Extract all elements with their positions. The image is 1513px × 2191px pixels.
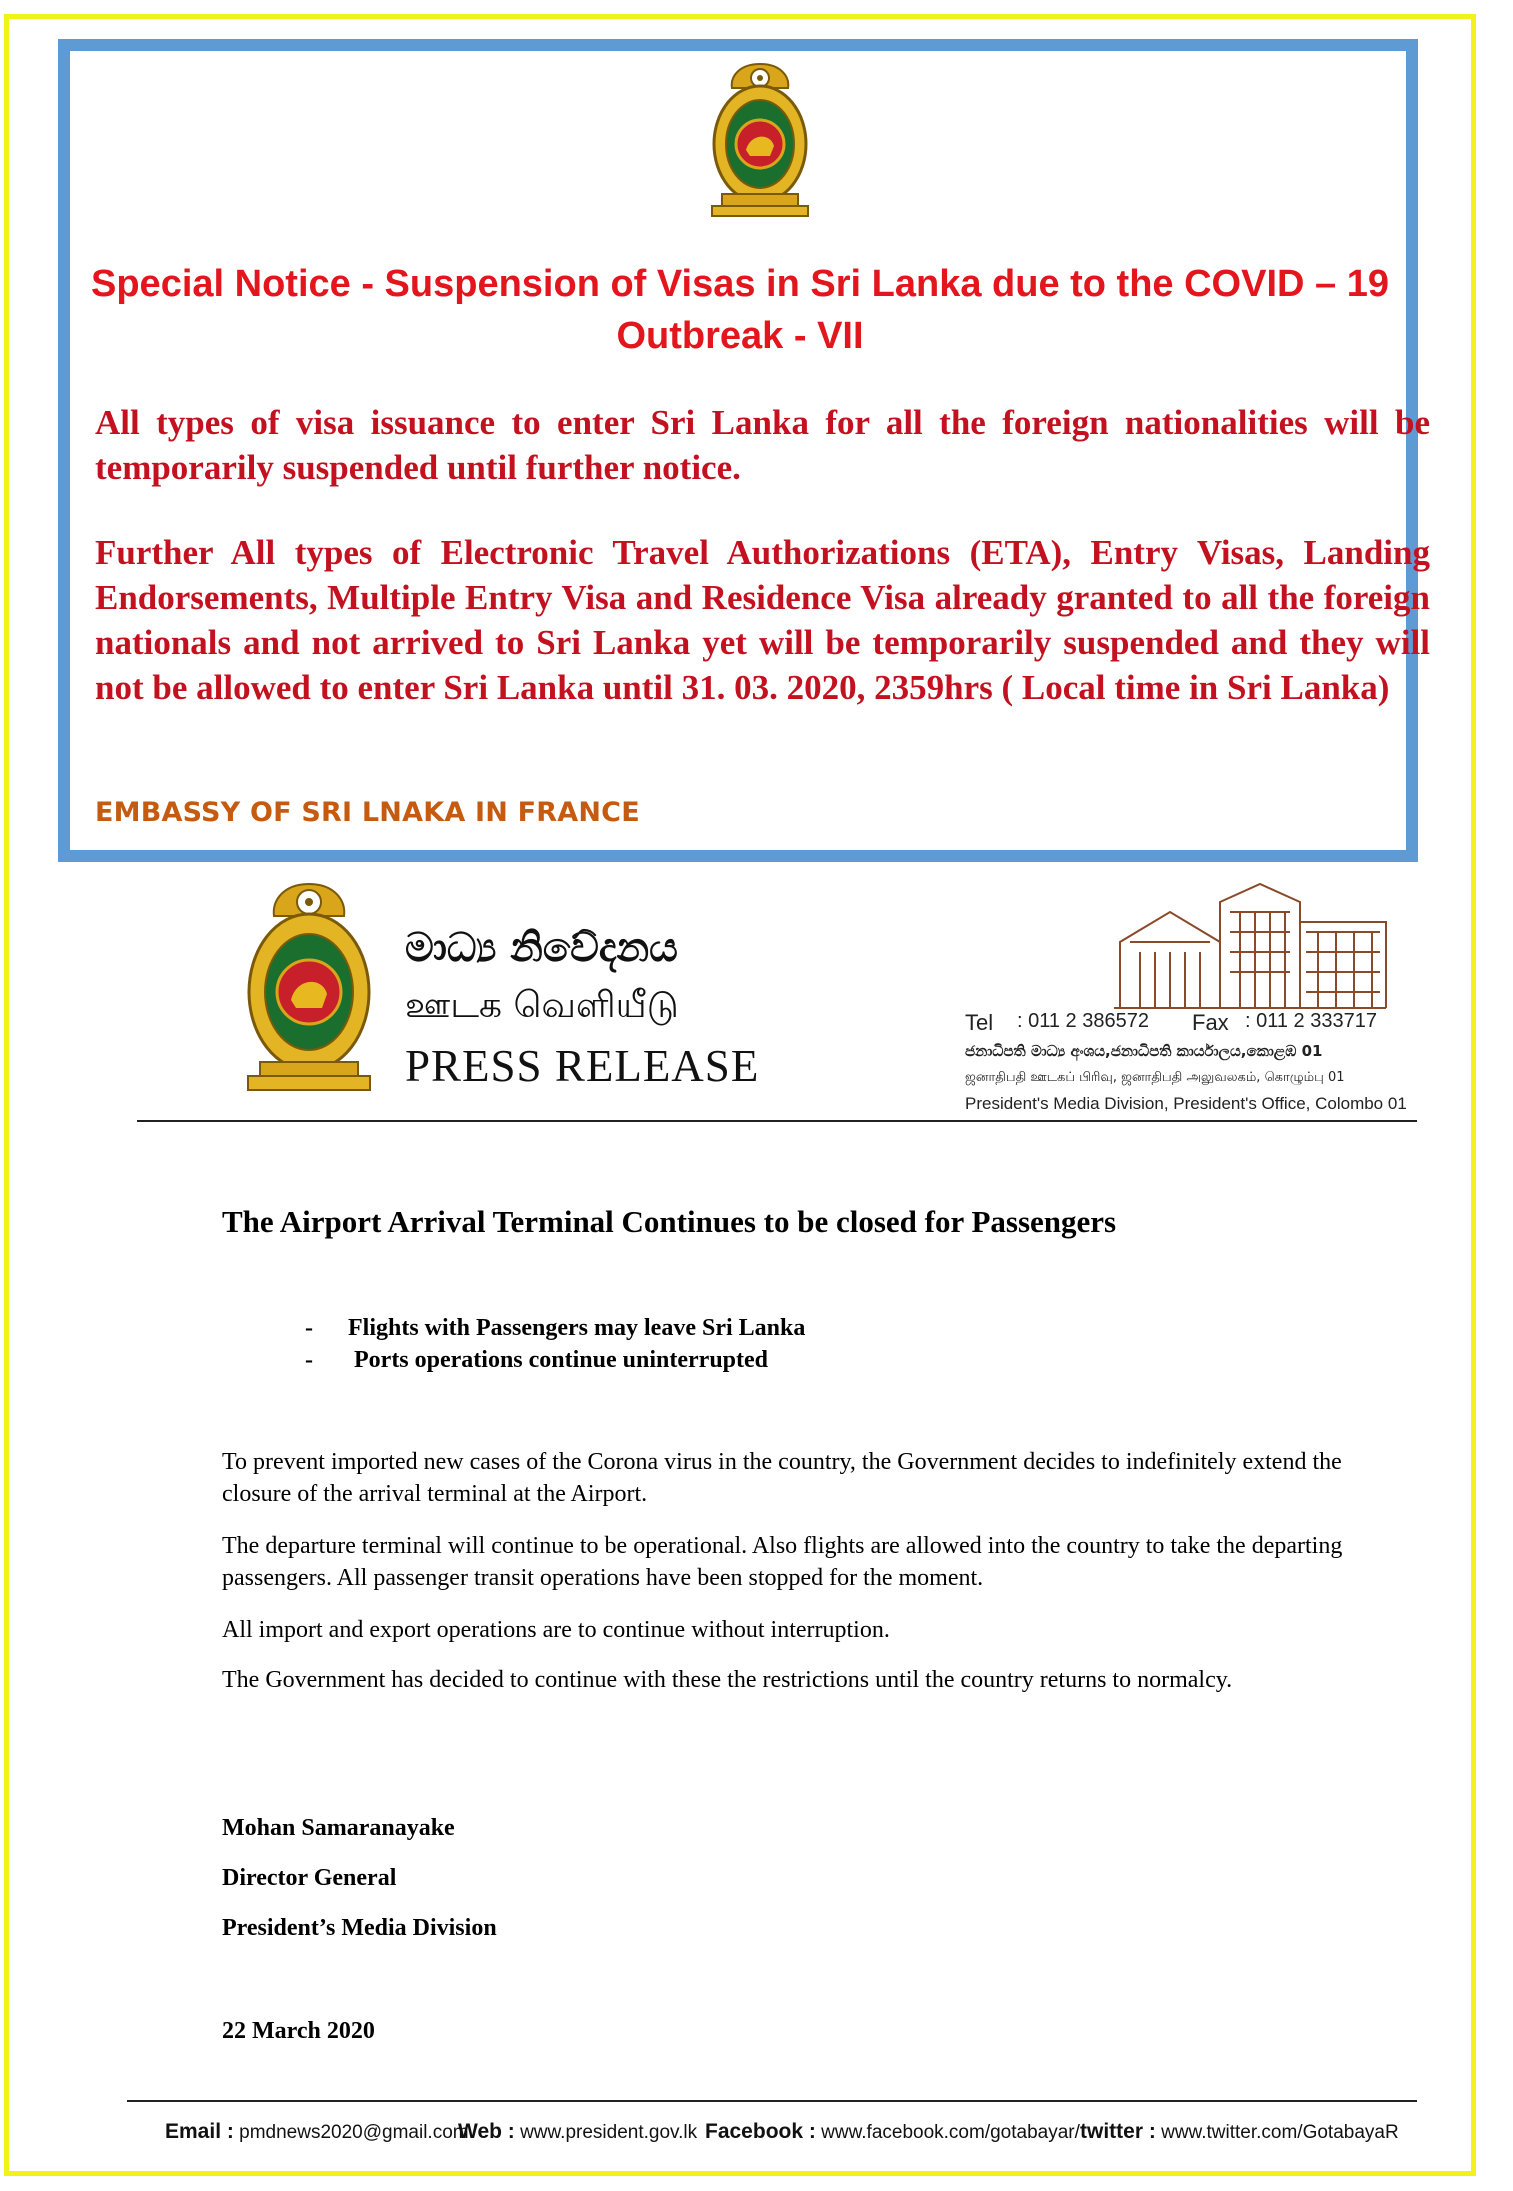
- masthead-sinhala-title: මාධ්‍ය නිවේදනය: [405, 925, 678, 971]
- bullet-item-2: Ports operations continue uninterrupted: [354, 1347, 768, 1373]
- bullet-item-1: Flights with Passengers may leave Sri Lanka: [348, 1315, 806, 1341]
- footer-divider: [127, 2100, 1417, 2102]
- address-english: President's Media Division, President's Office, Colombo 01: [965, 1094, 1407, 1113]
- body-paragraph-4: The Government has decided to continue with these the restrictions until the country returns to normalcy.: [222, 1667, 1233, 1693]
- bullet-dash-1: -: [305, 1315, 313, 1341]
- address-sinhala: ජනාධිපති මාධ්‍ය අංශය,ජනාධිපති කාර්යාලය,කොළඹ 01: [965, 1042, 1323, 1060]
- body-paragraph-2: The departure terminal will continue to be operational. Also flights are allowed into the country to take the departing passengers. All passenger transit operations have been stopped for the moment.: [222, 1533, 1343, 1591]
- bullet-dash-2: -: [305, 1347, 313, 1373]
- signatory-organization: President’s Media Division: [222, 1915, 497, 1941]
- footer-facebook-value[interactable]: www.facebook.com/gotabayar/: [821, 2122, 1080, 2143]
- footer-facebook: [705, 2120, 1080, 2144]
- masthead-tamil-title: ஊடக வெளியீடு: [405, 985, 679, 1026]
- footer-twitter-value[interactable]: www.twitter.com/GotabayaR: [1161, 2122, 1399, 2143]
- contact-tel: : 011 2 386572: [1017, 1010, 1149, 1032]
- footer-web-value[interactable]: www.president.gov.lk: [520, 2122, 698, 2143]
- footer-facebook-label: Facebook :: [705, 2120, 816, 2143]
- embassy-signature: EMBASSY OF SRI LNAKA IN FRANCE: [95, 797, 640, 828]
- signatory-title: Director General: [222, 1865, 397, 1891]
- contact-fax-label: Fax: [1192, 1010, 1229, 1035]
- footer-web-label: Web :: [458, 2120, 515, 2143]
- footer-web: [458, 2120, 697, 2144]
- notice-title: Special Notice - Suspension of Visas in Sri Lanka due to the COVID – 19 Outbreak - VII: [91, 263, 1389, 357]
- contact-fax: : 011 2 333717: [1245, 1010, 1377, 1032]
- masthead-divider: [137, 1120, 1417, 1122]
- footer-email-label: Email :: [165, 2120, 234, 2143]
- sri-lanka-emblem-press: [234, 880, 384, 1095]
- footer-email-value[interactable]: pmdnews2020@gmail.com: [239, 2122, 469, 2143]
- masthead-press-release-title: PRESS RELEASE: [405, 1041, 760, 1091]
- press-release-headline: The Airport Arrival Terminal Continues to be closed for Passengers: [222, 1204, 1117, 1239]
- contact-tel-label: Tel: [965, 1010, 994, 1035]
- notice-paragraph-2: Further All types of Electronic Travel Authorizations (ETA), Entry Visas, Landing Endorsements, Multiple Entry Visa and Residence Visa already granted to all the foreign nationals and not arrived to Sri Lanka yet will be temporarily suspended and they will not be allowed to enter Sri Lanka until 31. 03. 2020, 2359hrs ( Local time in Sri Lanka): [95, 533, 1430, 707]
- body-paragraph-1: To prevent imported new cases of the Corona virus in the country, the Government decides to indefinitely extend the closure of the arrival terminal at the Airport.: [222, 1449, 1342, 1507]
- footer-email: [165, 2120, 469, 2144]
- body-paragraph-3: All import and export operations are to continue without interruption.: [222, 1617, 890, 1643]
- presidents-office-building-illustration: [1110, 872, 1390, 1012]
- signatory-name: Mohan Samaranayake: [222, 1815, 455, 1841]
- address-tamil: ஜனாதிபதி ஊடகப் பிரிவு, ஜனாதிபதி அலுவலகம், கொழும்பு 01: [965, 1070, 1345, 1085]
- footer-twitter: [1080, 2120, 1399, 2144]
- notice-paragraph-1: All types of visa issuance to enter Sri Lanka for all the foreign nationalities will be temporarily suspended until further notice.: [95, 403, 1430, 487]
- sri-lanka-emblem-top: [700, 60, 820, 220]
- footer-twitter-label: twitter :: [1080, 2120, 1156, 2143]
- release-date: 22 March 2020: [222, 2018, 375, 2044]
